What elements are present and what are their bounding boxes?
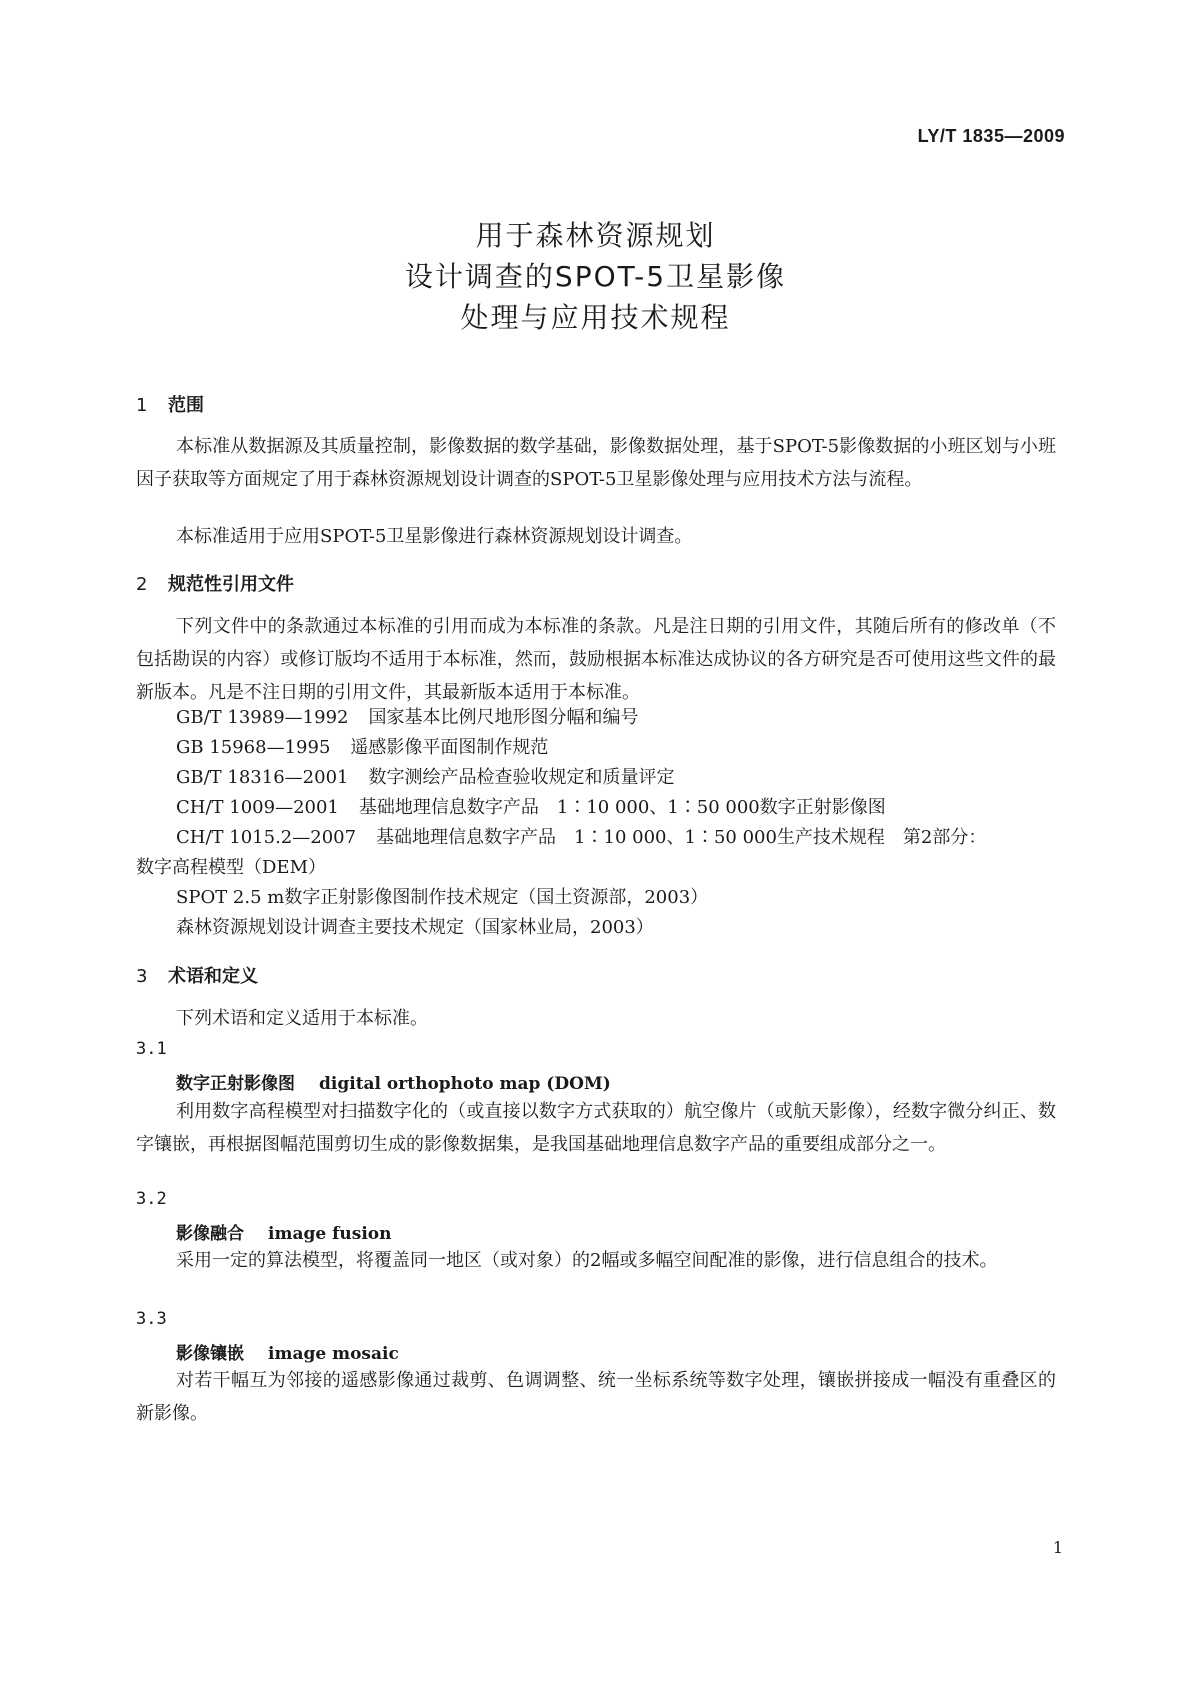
section-number: 3 xyxy=(136,966,148,987)
title-line-2: 设计调查的SPOT-5卫星影像 xyxy=(404,260,787,293)
term-english: image mosaic xyxy=(268,1344,399,1364)
reference-item xyxy=(176,705,638,731)
section-2-intro: 下列文件中的条款通过本标准的引用而成为本标准的条款。凡是注日期的引用文件，其随后所有的修改单（不包括勘误的内容）或修订版均不适用于本标准，然而，鼓励根据本标准达成协议的各方研究是否可使用这些文件的最新版本。凡是不注日期的引用文件，其最新版本适用于本标准。 xyxy=(136,616,1056,703)
term-english: image fusion xyxy=(268,1224,392,1244)
reference-item xyxy=(176,795,886,821)
term-definition: 利用数字高程模型对扫描数字化的（或直接以数字方式获取的）航空像片（或航天影像），经数字微分纠正、数字镶嵌，再根据图幅范围剪切生成的影像数据集，是我国基础地理信息数字产品的重要组成部分之一。 xyxy=(136,1101,1056,1155)
term-chinese: 影像融合 xyxy=(176,1224,244,1244)
section-3-intro: 下列术语和定义适用于本标准。 xyxy=(176,1008,428,1029)
page-number: 1 xyxy=(1052,1538,1063,1557)
reference-item xyxy=(176,735,548,761)
standard-code: LY/T 1835—2009 xyxy=(917,126,1065,146)
term-heading xyxy=(176,1219,391,1244)
reference-title: 基础地理信息数字产品 1∶10 000、1∶50 000生产技术规程 第2部分： xyxy=(376,827,987,848)
reference-item: 森林资源规划设计调查主要技术规定（国家林业局，2003） xyxy=(176,917,654,938)
term-number: 3.3 xyxy=(136,1309,167,1329)
section-title: 规范性引用文件 xyxy=(168,574,294,595)
reference-item xyxy=(176,825,986,851)
reference-title: 遥感影像平面图制作规范 xyxy=(350,737,549,758)
term-number: 3.1 xyxy=(136,1039,167,1059)
term-chinese: 数字正射影像图 xyxy=(176,1074,295,1094)
section-number: 1 xyxy=(136,395,148,416)
term-definition: 对若干幅互为邻接的遥感影像通过裁剪、色调调整、统一坐标系统等数字处理，镶嵌拼接成一幅没有重叠区的新影像。 xyxy=(136,1370,1056,1424)
section-number: 2 xyxy=(136,574,148,595)
section-title: 范围 xyxy=(168,395,204,416)
term-number: 3.2 xyxy=(136,1189,167,1209)
reference-continuation: 数字高程模型（DEM） xyxy=(136,857,327,878)
reference-code: CH/T 1015.2—2007 xyxy=(176,827,357,848)
section-2-heading xyxy=(136,570,294,596)
term-heading xyxy=(176,1339,399,1364)
section-1-paragraph-2: 本标准适用于应用SPOT-5卫星影像进行森林资源规划设计调查。 xyxy=(176,526,693,547)
title-line-3: 处理与应用技术规程 xyxy=(460,301,731,334)
section-3-heading xyxy=(136,962,258,988)
term-definition: 采用一定的算法模型，将覆盖同一地区（或对象）的2幅或多幅空间配准的影像，进行信息组合的技术。 xyxy=(176,1250,998,1271)
reference-code: CH/T 1009—2001 xyxy=(176,797,339,818)
section-1-heading xyxy=(136,391,204,417)
reference-code: GB/T 18316—2001 xyxy=(176,767,349,788)
reference-code: GB/T 13989—1992 xyxy=(176,707,349,728)
section-1-paragraph-1: 本标准从数据源及其质量控制，影像数据的数学基础，影像数据处理，基于SPOT-5影像数据的小班区划与小班因子获取等方面规定了用于森林资源规划设计调查的SPOT-5卫星影像处理与应用技术方法与流程。 xyxy=(136,436,1056,490)
term-heading xyxy=(176,1069,611,1094)
title-line-1: 用于森林资源规划 xyxy=(475,219,716,252)
reference-title: 国家基本比例尺地形图分幅和编号 xyxy=(368,707,639,728)
term-chinese: 影像镶嵌 xyxy=(176,1344,244,1364)
reference-title: 基础地理信息数字产品 1∶10 000、1∶50 000数字正射影像图 xyxy=(358,797,886,818)
reference-title: 数字测绘产品检查验收规定和质量评定 xyxy=(368,767,675,788)
term-english: digital orthophoto map (DOM) xyxy=(319,1074,611,1094)
reference-code: GB 15968—1995 xyxy=(176,737,331,758)
reference-item xyxy=(176,765,674,791)
reference-item: SPOT 2.5 m数字正射影像图制作技术规定（国土资源部，2003） xyxy=(176,887,709,908)
section-title: 术语和定义 xyxy=(168,966,258,987)
